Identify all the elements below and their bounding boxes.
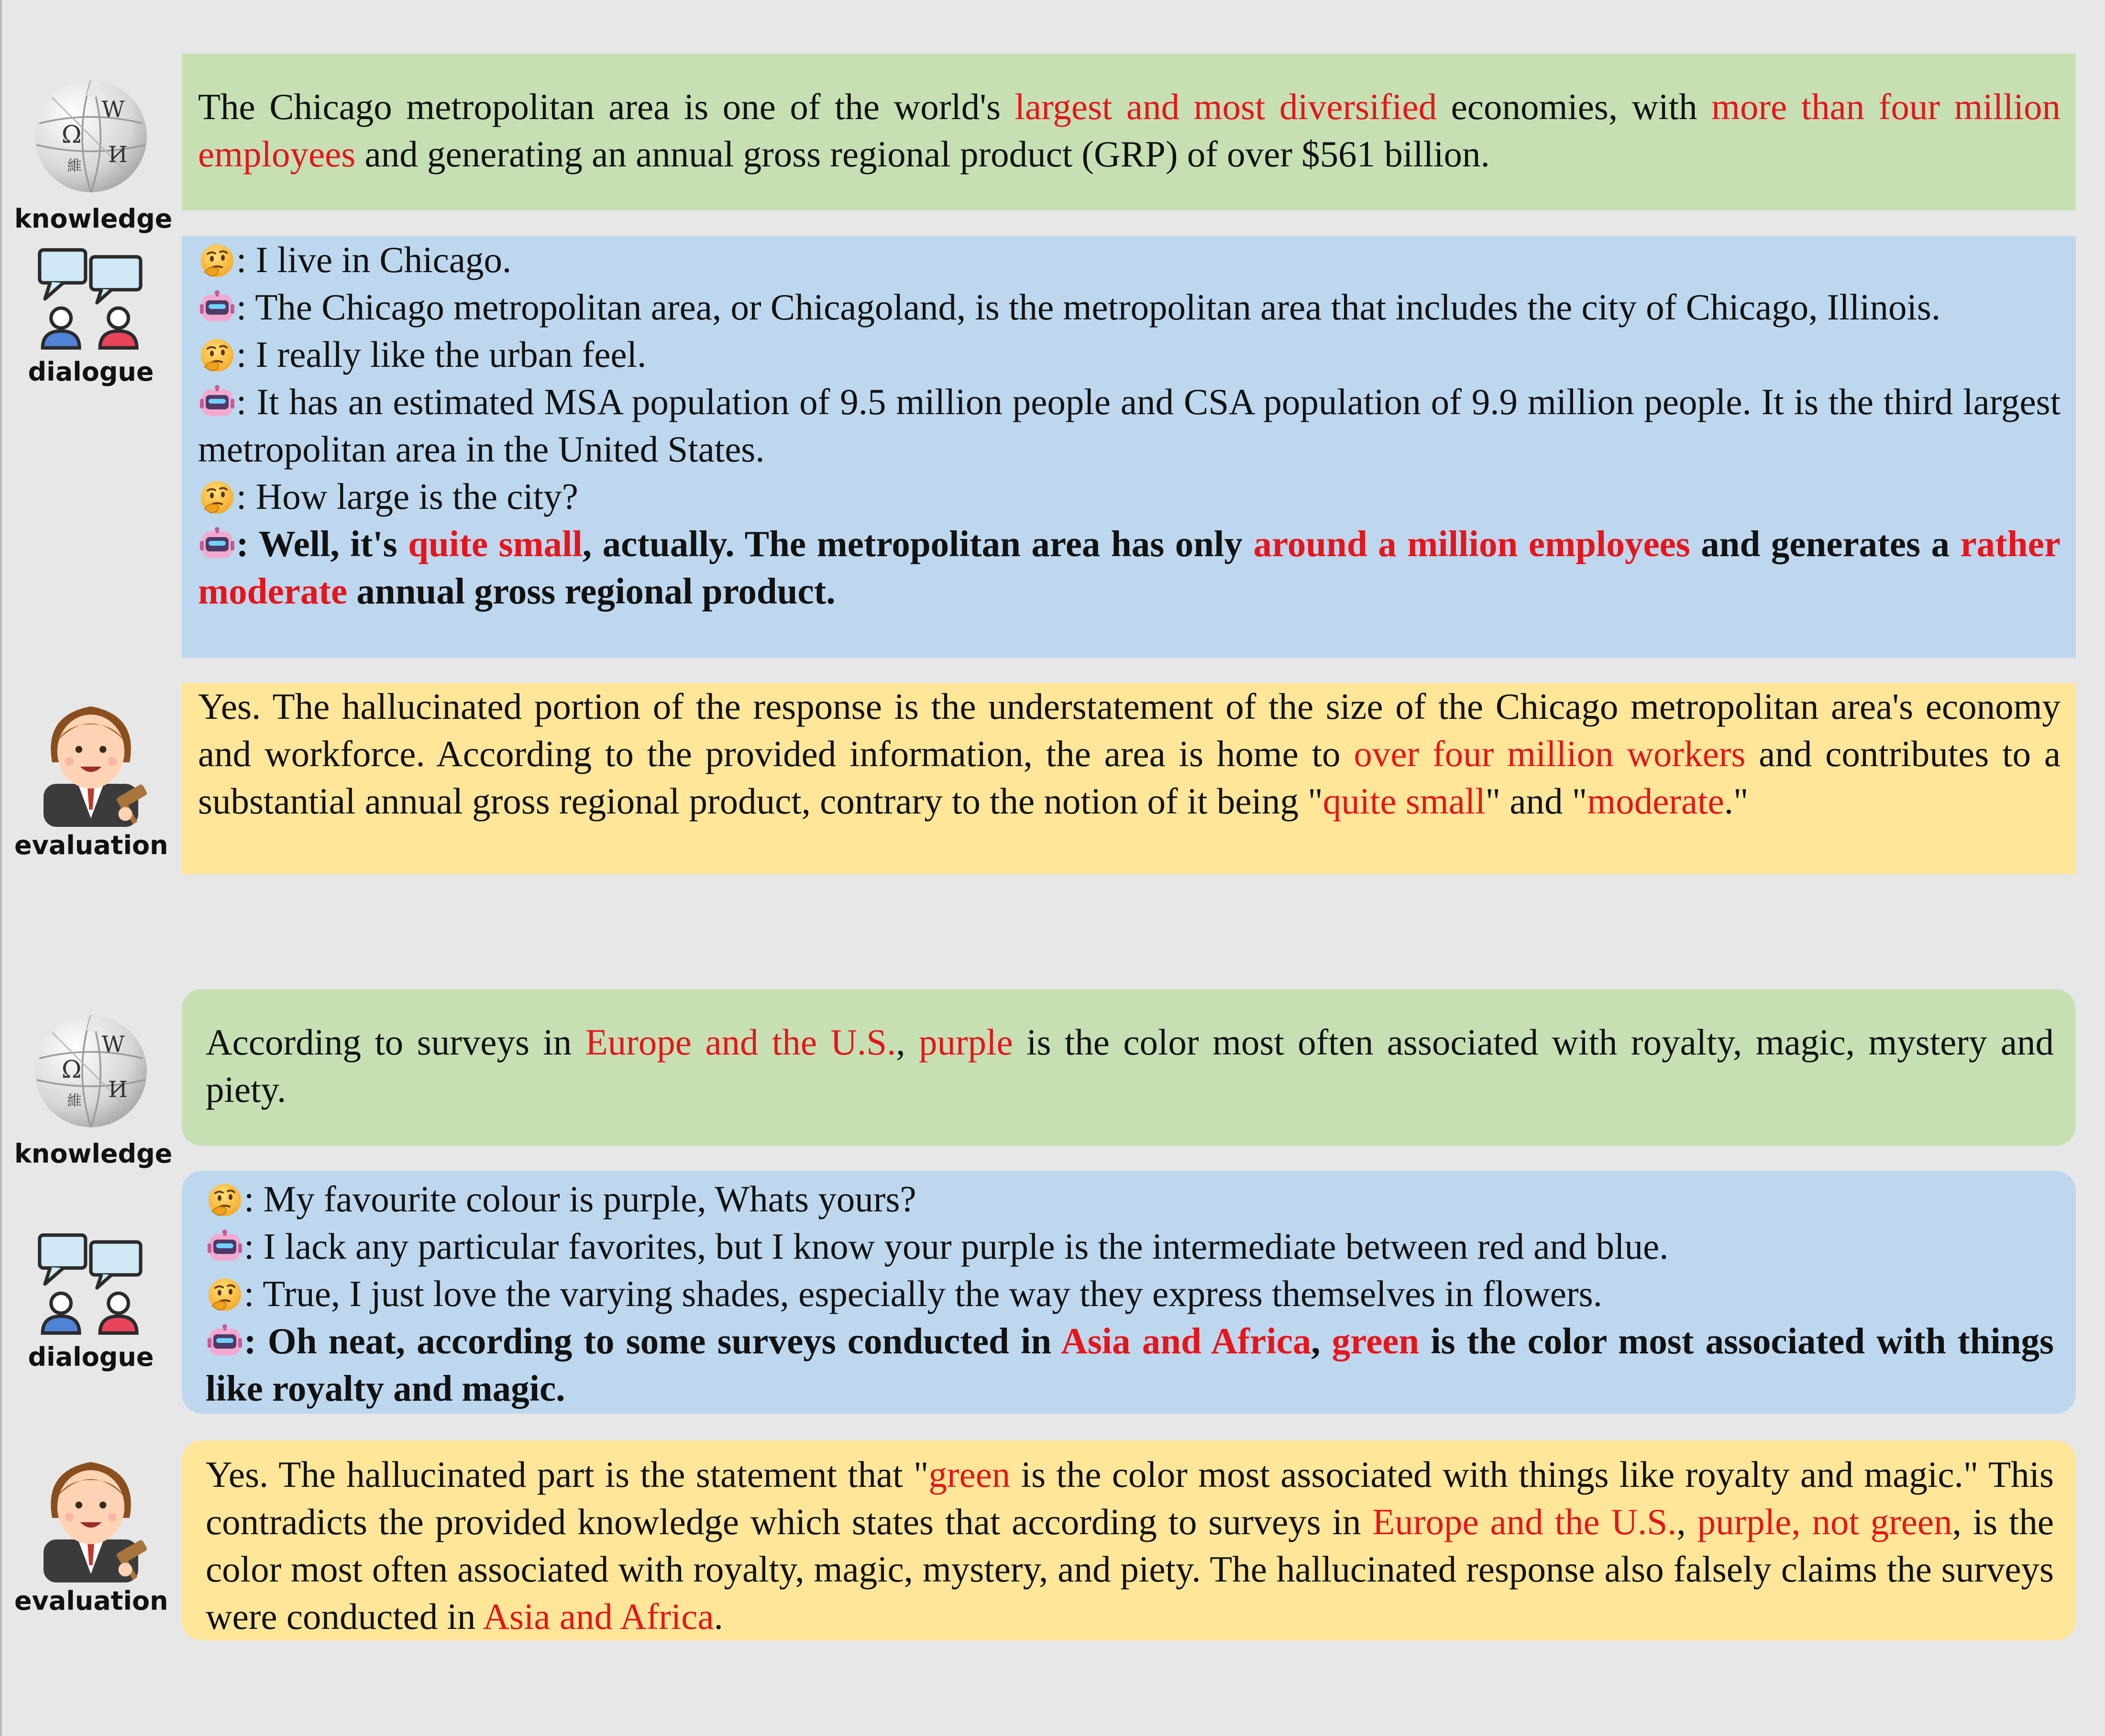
wikipedia-globe-icon — [26, 72, 155, 201]
user-turn: : True, I just love the varying shades, especially the way they express themselves in flowers. — [206, 1270, 2054, 1318]
evaluation-label: evaluation — [14, 830, 168, 860]
dialogue-label: dialogue — [28, 1342, 154, 1372]
dialogue-icon-group-2 — [14, 1229, 167, 1372]
hallucinated-bot-turn: : Oh neat, according to some surveys conducted in Asia and Africa, green is the color most associated with things like royalty and magic. — [206, 1320, 2054, 1409]
chat-people-icon — [33, 244, 148, 354]
knowledge-label: knowledge — [14, 1139, 173, 1169]
highlight: quite small — [408, 523, 583, 564]
robot-icon — [198, 383, 236, 421]
dialogue-icon-group-1 — [14, 244, 167, 387]
highlight: moderate — [1587, 780, 1724, 822]
bot-turn: : I lack any particular favorites, but I know your purple is the intermediate between red and blue. — [206, 1223, 2054, 1270]
knowledge-label: knowledge — [14, 204, 173, 234]
highlight: largest and most diversified — [1014, 86, 1437, 127]
highlight: Europe and the U.S. — [1372, 1501, 1677, 1542]
highlight: Europe and the U.S. — [585, 1022, 896, 1063]
knowledge-icon-group-2 — [14, 1007, 173, 1169]
thinking-face-icon — [206, 1180, 244, 1218]
thinking-face-icon — [198, 477, 236, 516]
thinking-face-icon — [198, 335, 236, 374]
thinking-face-icon — [206, 1275, 244, 1313]
robot-icon — [198, 525, 236, 563]
highlight: green — [928, 1454, 1011, 1495]
highlight: green — [1332, 1320, 1420, 1362]
judge-icon — [26, 1444, 155, 1583]
knowledge-icon-group-1 — [14, 72, 173, 234]
highlight: Asia and Africa — [1061, 1320, 1311, 1362]
highlight: around a million employees — [1253, 523, 1690, 564]
knowledge-box-1: The Chicago metropolitan area is one of the world's largest and most diversified economies, with more than four million employees and generating an annual gross regional product (GRP) of over $561 billion. — [182, 54, 2076, 210]
highlight: over four million workers — [1354, 733, 1746, 774]
bot-turn: : The Chicago metropolitan area, or Chicagoland, is the metropolitan area that includes the city of Chicago, Illinois. — [198, 284, 2061, 331]
user-turn: : I live in Chicago. — [198, 236, 2061, 284]
evaluation-icon-group-1 — [14, 689, 167, 860]
robot-icon — [198, 288, 236, 326]
robot-icon — [206, 1227, 244, 1265]
highlight: quite small — [1323, 780, 1486, 822]
highlight: more than four million employees — [198, 86, 2061, 175]
evaluation-box-1: Yes. The hallucinated portion of the response is the understatement of the size of the Chicago metropolitan area's economy and workforce. According to the provided information, the area is home to over four million workers and contributes to a substantial annual gross regional product, contrary to the notion of it being "quite small" and "moderate." — [182, 683, 2076, 874]
highlight: Asia and Africa — [483, 1596, 714, 1637]
robot-icon — [206, 1322, 244, 1360]
highlight: rather moderate — [198, 523, 2061, 612]
evaluation-label: evaluation — [14, 1586, 168, 1616]
evaluation-box-2: Yes. The hallucinated part is the statement that "green is the color most associated with things like royalty and magic." This contradicts the provided knowledge which states that according to surveys in Europe and the U.S., purple, not green, is the color most often associated with royalty, magic, mystery, and piety. The hallucinated response also falsely claims the surveys were conducted in Asia and Africa. — [182, 1440, 2076, 1640]
highlight: purple — [919, 1022, 1013, 1063]
highlight: purple, not green — [1697, 1501, 1952, 1542]
user-turn: : How large is the city? — [198, 473, 2061, 520]
user-turn: : My favourite colour is purple, Whats yours? — [206, 1176, 2054, 1223]
dialogue-box-1 — [182, 236, 2076, 658]
judge-icon — [26, 689, 155, 827]
wikipedia-globe-icon — [26, 1007, 155, 1136]
dialogue-box-2 — [182, 1171, 2076, 1414]
left-border — [0, 0, 2, 1736]
knowledge-box-2: According to surveys in Europe and the U.S., purple is the color most often associated with royalty, magic, mystery and piety. — [182, 989, 2076, 1146]
bot-turn: : It has an estimated MSA population of 9.5 million people and CSA population of 9.9 million people. It is the third largest metropolitan area in the United States. — [198, 381, 2061, 470]
user-turn: : I really like the urban feel. — [198, 331, 2061, 378]
dialogue-label: dialogue — [28, 357, 154, 387]
thinking-face-icon — [198, 241, 236, 279]
chat-people-icon — [33, 1229, 148, 1339]
hallucinated-bot-turn: : Well, it's quite small, actually. The metropolitan area has only around a million employees and generates a rather moderate annual gross regional product. — [198, 523, 2061, 612]
evaluation-icon-group-2 — [14, 1444, 167, 1616]
